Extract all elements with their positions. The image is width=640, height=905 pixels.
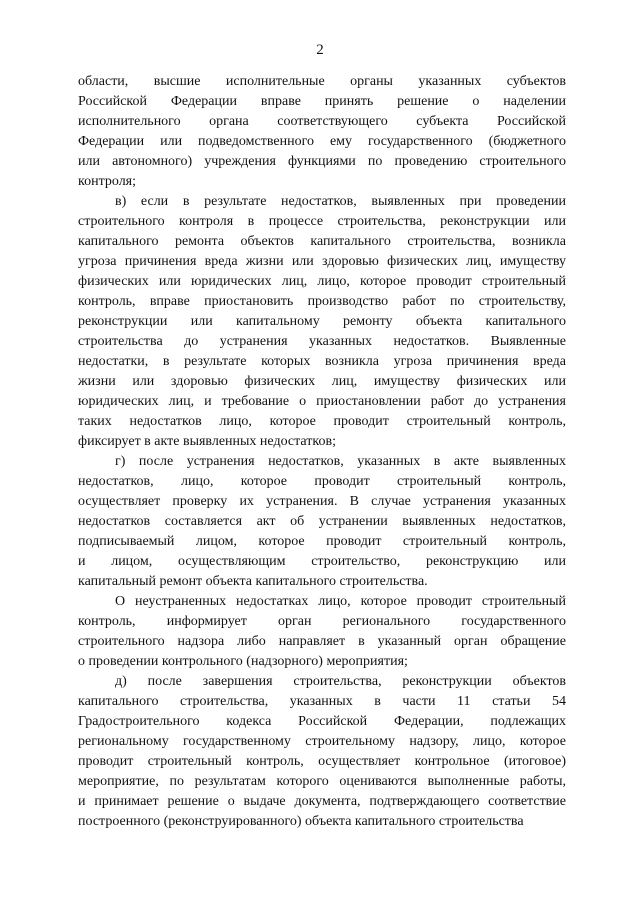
text-line: Градостроительного кодекса Российской Федерации, подлежащих	[78, 714, 566, 729]
text-line: и принимает решение о выдаче документа, подтверждающего соответствие	[78, 794, 566, 809]
text-line: недостатков, лицо, которое проводит строительный контроль,	[78, 474, 566, 489]
text-line: области, высшие исполнительные органы указанных субъектов	[78, 74, 566, 89]
text-line: капитального строительства, указанных в части 11 статьи 54	[78, 694, 566, 709]
text-line: недостатков составляется акт об устранении выявленных недостатков,	[78, 514, 566, 529]
paragraph	[78, 452, 566, 592]
text-line: построенного (реконструированного) объекта капитального строительства	[78, 814, 524, 829]
text-line: жизни или здоровью физических лиц, имуществу физических или	[78, 374, 566, 389]
text-line: подписываемый лицом, которое проводит строительный контроль,	[78, 534, 566, 549]
paragraph	[78, 72, 566, 192]
text-line: контроль, вправе приостановить производство работ по строительству,	[78, 294, 566, 309]
text-line: или автономного) учреждения функциями по проведению строительного	[78, 154, 566, 169]
text-line: осуществляет проверку их устранения. В случае устранения указанных	[78, 494, 566, 509]
text-line: строительного надзора либо направляет в указанный орган обращение	[78, 634, 566, 649]
text-line: д) после завершения строительства, реконструкции объектов	[115, 674, 566, 689]
document-body	[78, 72, 566, 832]
paragraph	[78, 672, 566, 832]
text-line: региональному государственному строительному надзору, лицо, которое	[78, 734, 566, 749]
text-line: таких недостатков лицо, которое проводит строительный контроль,	[78, 414, 566, 429]
text-line: фиксирует в акте выявленных недостатков;	[78, 434, 336, 449]
text-line: мероприятие, по результатам которого оцениваются выполненные работы,	[78, 774, 566, 789]
text-line: контроля;	[78, 174, 137, 189]
text-line: г) после устранения недостатков, указанных в акте выявленных	[115, 454, 566, 469]
text-line: капитального ремонта объектов капитального строительства, возникла	[78, 234, 566, 249]
text-line: юридических лиц, и требование о приостановлении работ до устранения	[78, 394, 566, 409]
text-line: недостатки, в результате которых возникла угроза причинения вреда	[78, 354, 566, 369]
paragraph	[78, 192, 566, 452]
text-line: исполнительного органа соответствующего субъекта Российской	[78, 114, 566, 129]
text-line: капитальный ремонт объекта капитального строительства.	[78, 574, 428, 589]
text-line: строительства до устранения указанных недостатков. Выявленные	[78, 334, 566, 349]
text-line: угроза причинения вреда жизни или здоровью физических лиц, имуществу	[78, 254, 566, 269]
text-line: контроль, информирует орган регионального государственного	[78, 614, 566, 629]
text-line: физических или юридических лиц, лицо, которое проводит строительный	[78, 274, 566, 289]
text-line: и лицом, осуществляющим строительство, реконструкцию или	[78, 554, 566, 569]
text-line: проводит строительный контроль, осуществляет контрольное (итоговое)	[78, 754, 566, 769]
page-number: 2	[316, 42, 324, 58]
text-line: О неустраненных недостатках лицо, которое проводит строительный	[115, 594, 566, 609]
text-line: Федерации или подведомственного ему государственного (бюджетного	[78, 134, 566, 149]
text-line: реконструкции или капитальному ремонту объекта капитального	[78, 314, 566, 329]
text-line: строительного контроля в процессе строительства, реконструкции или	[78, 214, 566, 229]
paragraph	[78, 592, 566, 672]
text-line: о проведении контрольного (надзорного) мероприятия;	[78, 654, 408, 669]
text-line: Российской Федерации вправе принять решение о наделении	[78, 94, 566, 109]
text-line: в) если в результате недостатков, выявленных при проведении	[115, 194, 566, 209]
